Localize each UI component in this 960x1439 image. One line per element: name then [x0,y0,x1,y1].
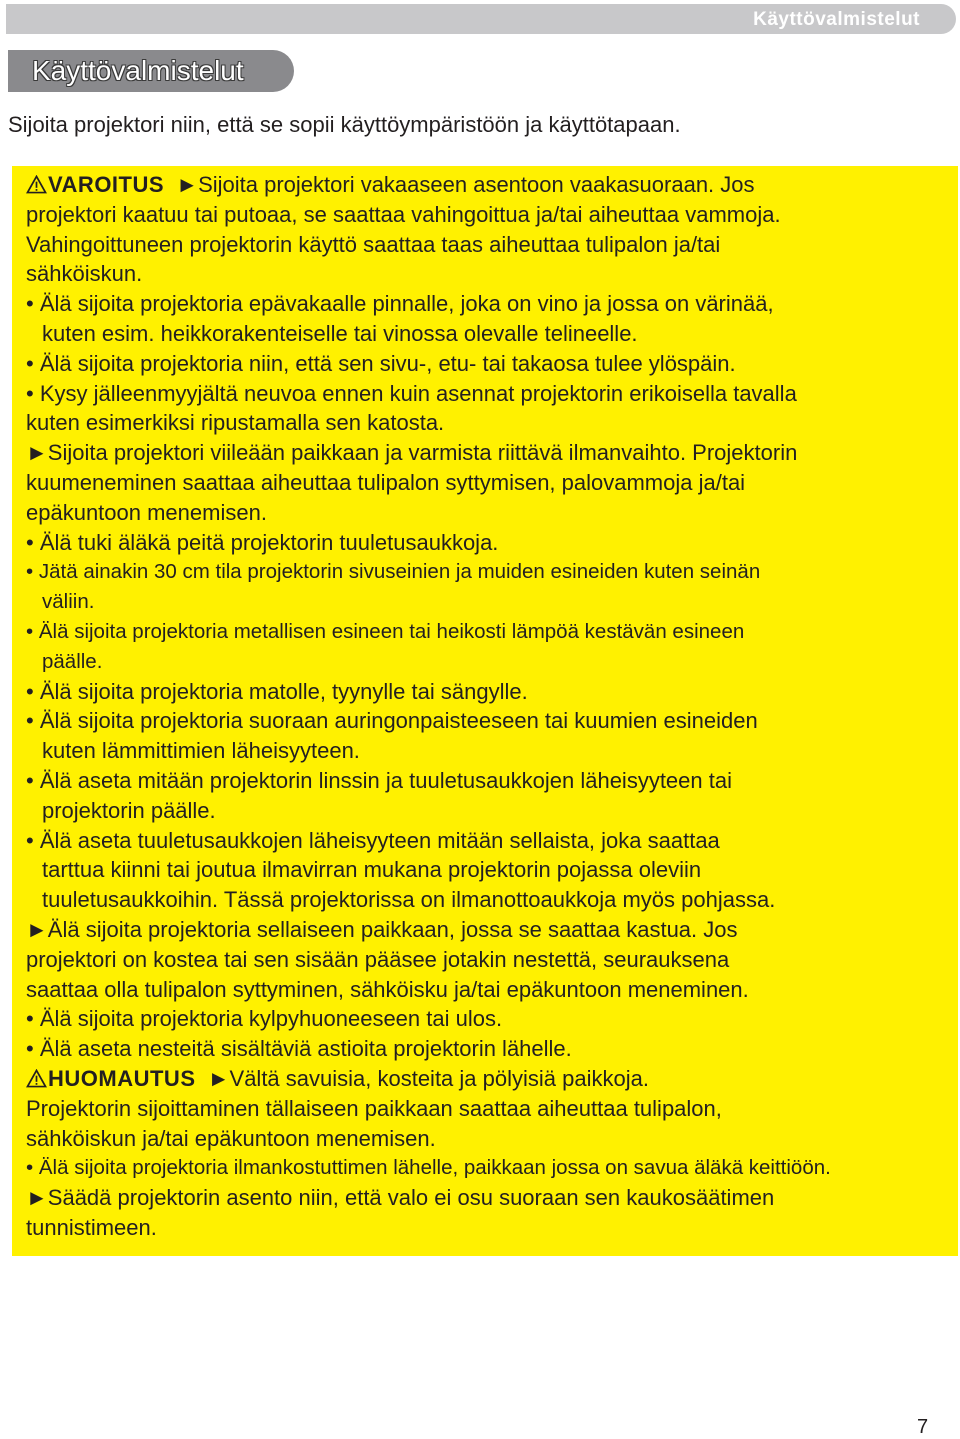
bullet-item: • Jätä ainakin 30 cm tila projektorin sivuseinien ja muiden esineiden kuten seinän [26,560,761,584]
notice-line: saattaa olla tulipalon syttyminen, sähköisku ja/tai epäkuntoon meneminen. [26,976,749,1002]
bullet-item: • Älä sijoita projektoria matolle, tyynylle tai sängylle. [26,678,528,704]
bullet-item: • Älä sijoita projektoria ilmankostuttimen lähelle, paikkaan jossa on savua äläkä keittiöön. [26,1156,831,1180]
notice-line: projektori kaatuu tai putoaa, se saattaa vahingoittua ja/tai aiheuttaa vammoja. [26,201,781,227]
bullet-item: • Älä aseta nesteitä sisältäviä astioita projektorin lähelle. [26,1036,572,1062]
bullet-item: • Älä sijoita projektoria niin, että sen sivu-, etu- tai takaosa tulee ylöspäin. [26,350,736,376]
caution-label: HUOMAUTUS [48,1065,196,1091]
arrow-item [26,915,831,945]
section-title: Käyttövalmistelut [32,55,244,86]
running-header-bar [6,4,956,34]
notice-line: tunnistimeen. [26,1214,157,1240]
bullet-item: • Kysy jälleenmyyjältä neuvoa ennen kuin asennat projektorin erikoisella tavalla [26,380,797,406]
arrow-item [26,1183,831,1213]
arrow-icon: ► [26,440,48,466]
arrow-item-text: Älä sijoita projektoria sellaiseen paikkaan, jossa se saattaa kastua. Jos [47,916,738,942]
intro-paragraph: Sijoita projektori niin, että se sopii käyttöympäristöön ja käyttötapaan. [8,112,681,137]
notice-line: Vahingoittuneen projektorin käyttö saattaa taas aiheuttaa tulipalon ja/tai [26,231,721,257]
bullet-continuation: tarttua kiinni tai joutua ilmavirran mukana projektorin pojassa oleviin [42,857,702,883]
bullet-item: • Älä sijoita projektoria suoraan auringonpaisteeseen tai kuumien esineiden [26,708,758,734]
bullet-continuation: kuten esimerkiksi ripustamalla sen katosta. [26,410,445,436]
bullet-item: • Älä aseta mitään projektorin linssin ja tuuletusaukkojen läheisyyteen tai [26,767,732,793]
arrow-icon: ► [26,1185,48,1211]
notice-line: projektori on kostea tai sen sisään pääsee jotakin nestettä, seurauksena [26,946,730,972]
notice-line: sähköiskun ja/tai epäkuntoon menemisen. [26,1125,436,1151]
bullet-continuation: projektorin päälle. [42,797,216,823]
bullet-continuation: kuten esim. heikkorakenteiselle tai vinossa olevalle telineelle. [42,320,638,346]
bullet-item: • Älä aseta tuuletusaukkojen läheisyyteen mitään sellaista, joka saattaa [26,827,720,853]
notice-line: Projektorin sijoittaminen tällaiseen paikkaan saattaa aiheuttaa tulipalon, [26,1095,722,1121]
bullet-continuation: päälle. [42,649,103,673]
arrow-item [26,438,831,468]
caution-text: Vältä savuisia, kosteita ja pölyisiä paikkoja. [229,1065,649,1091]
warning-icon [26,175,47,194]
caution-heading-line [26,1064,831,1094]
notice-line: epäkuntoon menemisen. [26,499,267,525]
bullet-item: • Älä sijoita projektoria kylpyhuoneeseen tai ulos. [26,1006,503,1032]
arrow-item-text: Säädä projektorin asento niin, että valo ei osu suoraan sen kaukosäätimen [47,1185,775,1211]
notice-line: sähköiskun. [26,261,143,287]
section-title-pill [8,50,294,92]
warning-text: Sijoita projektori vakaaseen asentoon vaakasuoraan. Jos [198,172,755,197]
warning-notice-box [12,166,958,1256]
arrow-icon: ► [26,916,48,942]
arrow-icon: ► [176,172,199,197]
bullet-continuation: tuuletusaukkoihin. Tässä projektorissa on ilmanottoaukkoja myös pohjassa. [42,887,776,913]
bullet-continuation: väliin. [42,590,95,614]
running-header-title: Käyttövalmistelut [753,9,920,30]
bullet-continuation: kuten lämmittimien läheisyyteen. [42,738,360,764]
bullet-item: • Älä tuki äläkä peitä projektorin tuuletusaukkoja. [26,529,499,555]
caution-icon [26,1069,47,1088]
bullet-item: • Älä sijoita projektoria metallisen esineen tai heikosti lämpöä kestävän esineen [26,619,745,643]
warning-label: VAROITUS [48,172,165,197]
notice-line: kuumeneminen saattaa aiheuttaa tulipalon syttymisen, palovammoja ja/tai [26,469,746,495]
arrow-item-text: Sijoita projektori viileään paikkaan ja varmista riittävä ilmanvaihto. Projektorin [47,440,798,466]
page-number: 7 [917,1416,929,1438]
arrow-icon: ► [207,1065,230,1091]
bullet-item: • Älä sijoita projektoria epävakaalle pinnalle, joka on vino ja jossa on värinää, [26,291,774,317]
warning-heading-line [26,170,831,200]
